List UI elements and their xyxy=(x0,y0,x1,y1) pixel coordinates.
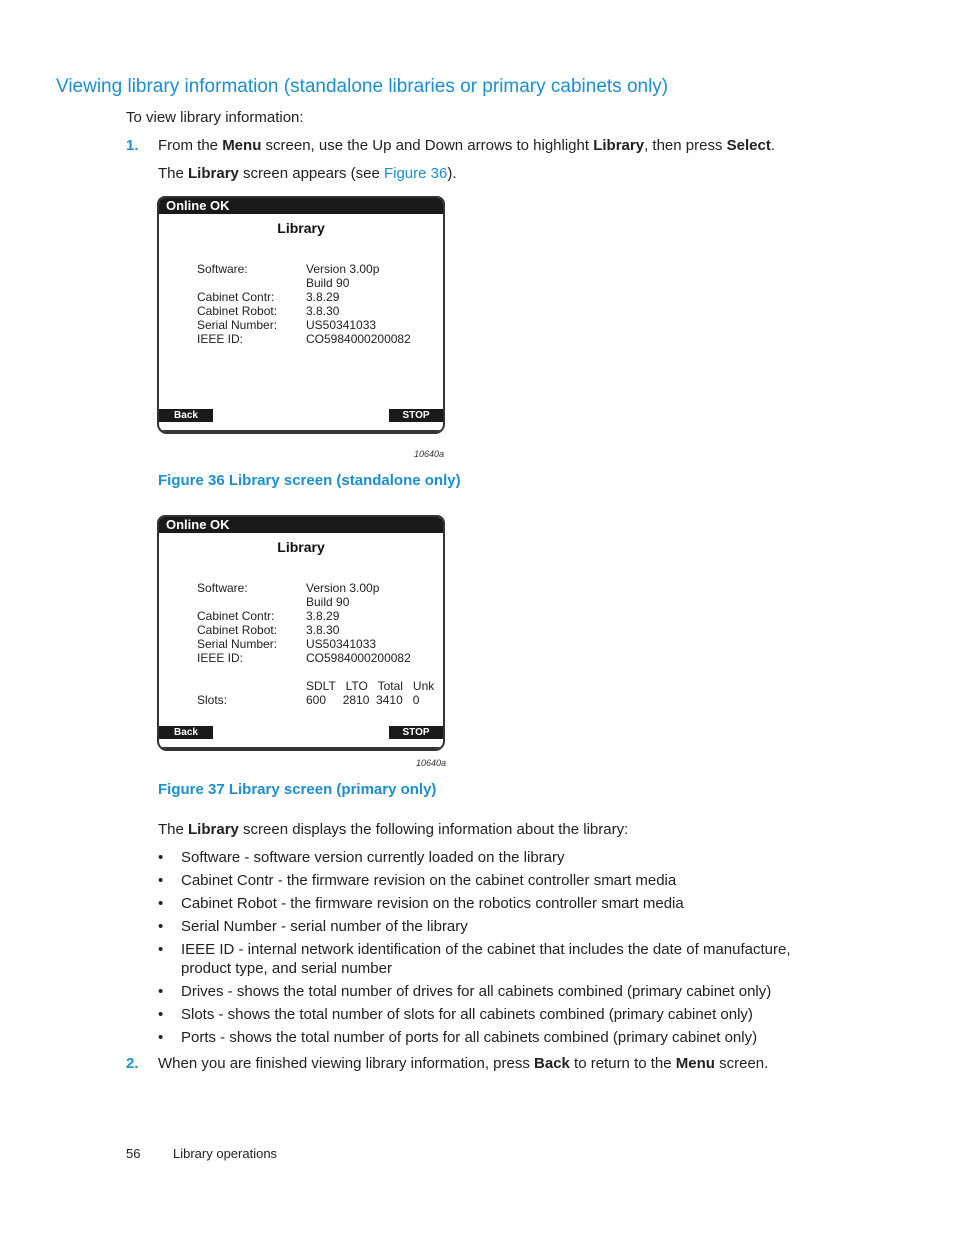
screen-bottom-edge xyxy=(159,747,443,749)
status-bar: Online OK xyxy=(159,517,443,533)
list-item: • Software - software version currently loaded on the library xyxy=(158,849,565,866)
list-item: • Serial Number - serial number of the library xyxy=(158,918,468,935)
figure-36-link[interactable]: Figure 36 xyxy=(383,165,448,182)
list-item: • Cabinet Contr - the firmware revision on the cabinet controller smart media xyxy=(158,872,677,889)
section-heading: Viewing library information (standalone libraries or primary cabinets only) xyxy=(56,76,669,97)
cabinet-contr-value: 3.8.29 xyxy=(306,290,340,304)
serial-number-value: US50341033 xyxy=(306,318,377,332)
slots-values: 600 2810 3410 0 xyxy=(306,693,420,707)
back-softkey: Back xyxy=(159,409,213,422)
ieee-id-label: IEEE ID: xyxy=(197,332,244,346)
cabinet-robot-label: Cabinet Robot: xyxy=(197,304,278,318)
cabinet-contr-label: Cabinet Contr: xyxy=(197,290,275,304)
slots-header: SDLT LTO Total Unk xyxy=(306,679,435,693)
software-value: Version 3.00p xyxy=(306,262,380,276)
figure-37-caption: Figure 37 Library screen (primary only) xyxy=(158,781,437,798)
screen-appears-text: The Library screen appears (see Figure 36). xyxy=(158,165,457,182)
screen-bottom-edge xyxy=(159,430,443,432)
library-screen-standalone xyxy=(157,196,445,434)
cabinet-robot-value: 3.8.30 xyxy=(306,623,340,637)
serial-number-label: Serial Number: xyxy=(197,318,278,332)
back-softkey: Back xyxy=(159,726,213,739)
step-1-number: 1. xyxy=(126,137,139,154)
build-value: Build 90 xyxy=(306,595,350,609)
cabinet-robot-label: Cabinet Robot: xyxy=(197,623,278,637)
info-bullet-list xyxy=(158,848,858,1051)
step-1-text: From the Menu screen, use the Up and Down arrows to highlight Library, then press Select. xyxy=(158,137,775,154)
stop-softkey: STOP xyxy=(389,409,443,422)
build-value: Build 90 xyxy=(306,276,350,290)
step-2-number: 2. xyxy=(126,1055,139,1072)
list-item: • Cabinet Robot - the firmware revision on the robotics controller smart media xyxy=(158,895,684,912)
stop-softkey: STOP xyxy=(389,726,443,739)
ieee-id-value: CO5984000200082 xyxy=(306,332,411,346)
screen-title: Library xyxy=(277,220,325,236)
status-bar: Online OK xyxy=(159,198,443,214)
serial-number-value: US50341033 xyxy=(306,637,377,651)
cabinet-contr-value: 3.8.29 xyxy=(306,609,340,623)
software-value: Version 3.00p xyxy=(306,581,380,595)
ieee-id-value: CO5984000200082 xyxy=(306,651,411,665)
ieee-id-label: IEEE ID: xyxy=(197,651,244,665)
serial-number-label: Serial Number: xyxy=(197,637,278,651)
figure-36-id: 10640a xyxy=(414,449,445,459)
figure-37-id: 10640a xyxy=(416,758,447,768)
list-item: • IEEE ID - internal network identification of the cabinet that includes the date of manufacture, product type, and serial number xyxy=(158,941,791,977)
screen-title: Library xyxy=(277,539,325,555)
software-label: Software: xyxy=(197,262,248,276)
software-label: Software: xyxy=(197,581,248,595)
slots-label: Slots: xyxy=(197,693,228,707)
list-item: • Slots - shows the total number of slots for all cabinets combined (primary cabinet only) xyxy=(158,1006,753,1023)
intro-text: To view library information: xyxy=(126,109,304,126)
cabinet-contr-label: Cabinet Contr: xyxy=(197,609,275,623)
displays-text: The Library screen displays the following information about the library: xyxy=(158,821,629,838)
list-item: • Ports - shows the total number of ports for all cabinets combined (primary cabinet only) xyxy=(158,1029,758,1046)
step-2-text: When you are finished viewing library information, press Back to return to the Menu screen. xyxy=(158,1055,769,1072)
figure-36-caption: Figure 36 Library screen (standalone only) xyxy=(158,472,461,489)
library-screen-primary xyxy=(157,515,445,751)
footer-section-title: Library operations xyxy=(173,1146,278,1161)
list-item: • Drives - shows the total number of drives for all cabinets combined (primary cabinet only) xyxy=(158,983,772,1000)
cabinet-robot-value: 3.8.30 xyxy=(306,304,340,318)
page-number: 56 xyxy=(126,1146,141,1161)
